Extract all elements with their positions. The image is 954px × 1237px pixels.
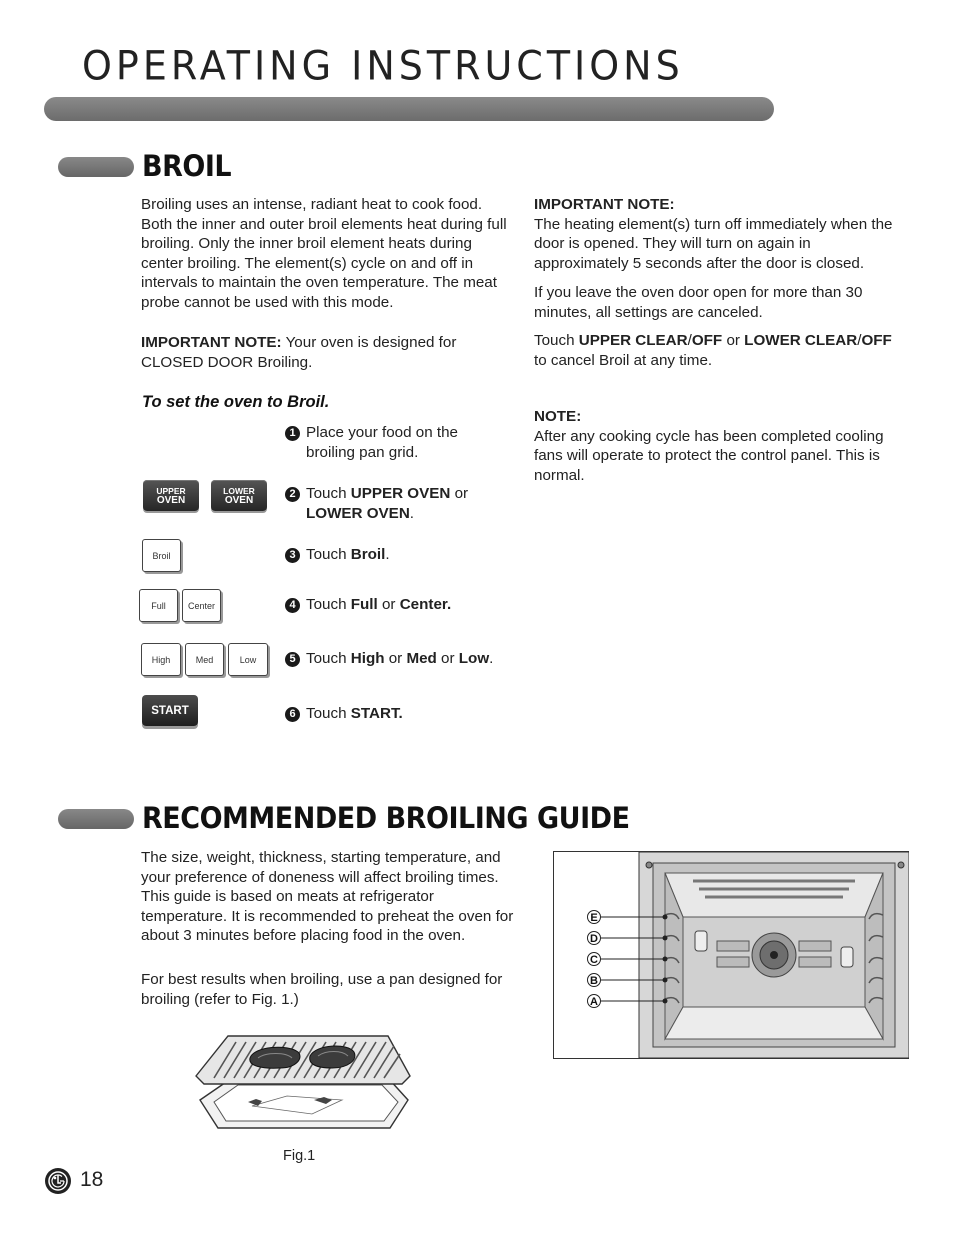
step-6	[285, 704, 403, 724]
step-4	[285, 595, 451, 615]
step-text: .	[409, 504, 415, 522]
step-number: 2	[285, 487, 300, 502]
step-text: or	[436, 650, 459, 667]
cancel-bold: OFF	[691, 332, 723, 349]
step-bold: High	[350, 650, 385, 667]
cancel-text: Touch	[534, 332, 579, 349]
important-note-text: Your oven is designed for CLOSED DOOR Broiling.	[141, 334, 457, 371]
section-marker	[58, 157, 134, 177]
step-5	[285, 649, 493, 669]
rack-label-b: B	[590, 975, 598, 987]
rack-label-d: D	[590, 933, 598, 945]
cooling-fan-note	[534, 407, 906, 485]
rack-label-a: A	[590, 996, 598, 1008]
step-text: Touch	[306, 596, 351, 613]
door-open-note: If you leave the oven door open for more than 30 minutes, all settings are canceled.	[534, 284, 863, 321]
broil-key[interactable]: Broil	[142, 539, 181, 572]
high-key[interactable]: High	[141, 643, 181, 676]
step-text: or	[384, 650, 407, 667]
step-bold: Broil	[350, 546, 386, 563]
step-text: Touch	[306, 705, 351, 722]
guide-heading: RECOMMENDED BROILING GUIDE	[142, 801, 630, 835]
broil-important-note	[141, 333, 513, 372]
page-number: 18	[80, 1168, 104, 1191]
step-1	[285, 423, 458, 462]
set-broil-subheading: To set the oven to Broil.	[142, 393, 330, 411]
oven-rack-positions-illustration	[553, 851, 909, 1059]
step-number: 1	[285, 426, 300, 441]
cancel-bold: LOWER CLEAR	[744, 332, 858, 349]
step-bold: UPPER OVEN	[350, 485, 451, 502]
step-text: Touch	[306, 485, 351, 502]
key-label: UPPER	[156, 485, 186, 496]
step-number: 4	[285, 598, 300, 613]
cancel-text: to cancel Broil at any time.	[534, 351, 713, 369]
step-number: 3	[285, 548, 300, 563]
broil-intro: Broiling uses an intense, radiant heat to cook food. Both the inner and outer broil elements heat during full broiling. Only the inner broil element heats during center broiling. The element(s) cycle on and off in intervals to maintain the oven temperature. The meat probe cannot be used with this mode.	[141, 196, 507, 311]
lg-logo	[45, 1168, 71, 1194]
step-text: Touch	[306, 650, 351, 667]
broil-heading: BROIL	[142, 149, 232, 183]
key-label: LOWER	[223, 485, 255, 496]
step-bold: Med	[406, 650, 437, 667]
low-key[interactable]: Low	[228, 643, 268, 676]
step-number: 6	[285, 707, 300, 722]
cancel-text: or	[722, 332, 745, 349]
key-label: OVEN	[224, 494, 254, 506]
step-number: 5	[285, 652, 300, 667]
cancel-bold: OFF	[861, 332, 892, 349]
cancel-text: /	[857, 332, 862, 349]
step-2	[285, 484, 468, 523]
step-text: Touch	[306, 546, 351, 563]
start-key[interactable]: START	[142, 695, 198, 726]
step-bold: Center.	[399, 596, 452, 613]
rack-label-e: E	[590, 912, 598, 924]
guide-intro: The size, weight, thickness, starting temperature, and your preference of doneness will affect broiling times. This guide is based on meats at refrigerator temperature. It is recommended to preheat the oven for about 3 minutes before placing food in the oven.	[141, 849, 514, 945]
step-bold: LOWER OVEN	[306, 504, 410, 522]
section-marker	[58, 809, 134, 829]
step-text: or	[377, 596, 400, 613]
note-label: NOTE:	[534, 408, 582, 425]
full-key[interactable]: Full	[139, 589, 178, 622]
lg-logo-icon	[48, 1171, 68, 1191]
right-important-text: The heating element(s) turn off immediately when the door is opened. They will turn on again in approximately 5 seconds after the door is closed.	[534, 215, 893, 272]
step-text: .	[489, 650, 494, 667]
lower-oven-key[interactable]	[211, 480, 267, 511]
cancel-text: /	[687, 332, 692, 349]
step-bold: Full	[350, 596, 378, 613]
step-bold: START.	[350, 705, 403, 722]
step-text: Place your food on the	[306, 424, 458, 441]
step-bold: Low	[458, 650, 490, 667]
step-3	[285, 545, 390, 565]
cancel-broil-note	[534, 331, 906, 370]
step-text: broiling pan grid.	[306, 443, 419, 461]
important-note-label: IMPORTANT NOTE:	[141, 334, 282, 351]
right-important-note	[534, 195, 906, 273]
step-text: .	[385, 546, 390, 563]
guide-pan-note: For best results when broiling, use a pan designed for broiling (refer to Fig. 1.)	[141, 971, 503, 1008]
title-divider-bar	[44, 97, 774, 121]
cancel-bold: UPPER CLEAR	[578, 332, 688, 349]
note-text: After any cooking cycle has been completed cooling fans will operate to protect the control panel. This is normal.	[534, 427, 884, 484]
upper-oven-key[interactable]	[143, 480, 199, 511]
med-key[interactable]: Med	[185, 643, 224, 676]
broil-pan-illustration	[192, 1028, 414, 1134]
step-text: or	[450, 485, 469, 502]
key-label: OVEN	[156, 494, 186, 506]
figure-caption: Fig.1	[283, 1148, 316, 1164]
right-important-label: IMPORTANT NOTE:	[534, 196, 675, 213]
rack-label-c: C	[590, 954, 598, 966]
page-title: OPERATING INSTRUCTIONS	[82, 42, 684, 90]
center-key[interactable]: Center	[182, 589, 221, 622]
